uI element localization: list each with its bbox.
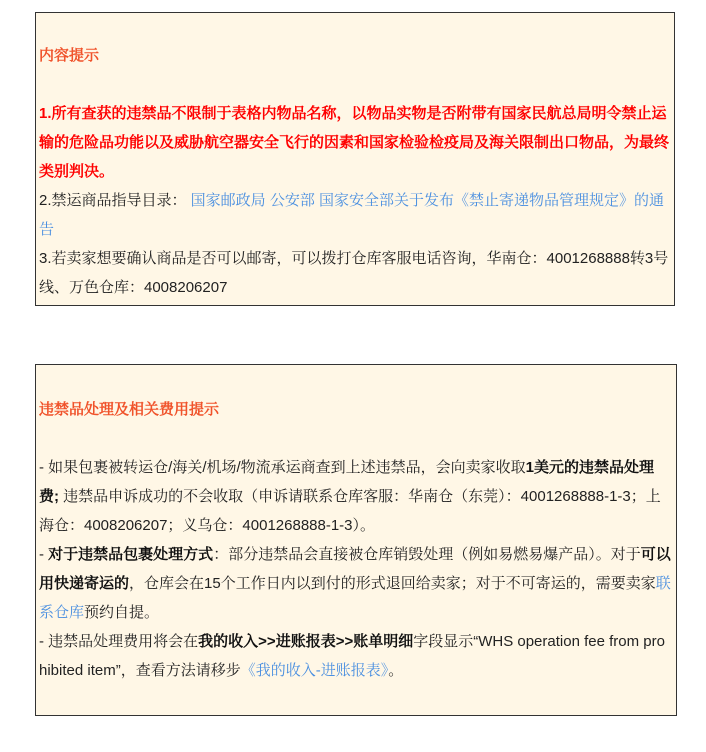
- notice-title: 内容提示: [39, 47, 100, 64]
- notice-item-3: 3.若卖家想要确认商品是否可以邮寄，可以拨打仓库客服电话咨询，华南仓：4001268888转3号线、万色仓库：4008206207: [39, 250, 669, 296]
- fees-paragraph-2: [39, 540, 673, 627]
- text: 违禁品申诉成功的不会收取（申诉请联系仓库客服：华南仓（东莞）：4001268888-1-3；上海仓：4008206207；义乌仓：4001268888-1-3）。: [39, 488, 661, 534]
- notice-item-2-label: 2.禁运商品指导目录：: [39, 192, 187, 209]
- fees-notice-box: [35, 364, 677, 716]
- text: - 违禁品处理费用将会在: [39, 633, 199, 650]
- income-report-link[interactable]: 《我的收入-进账报表》: [240, 662, 389, 679]
- text: 预约自提。: [84, 604, 160, 621]
- text: ，仓库会在15个工作日内以到付的形式退回给卖家；对于不可寄运的，需要卖家: [129, 575, 656, 592]
- content-notice-box: [35, 12, 675, 306]
- bold-text: 可以用快递寄运的: [39, 546, 671, 592]
- text: - 如果包裹被转运仓/海关/机场/物流承运商查到上述违禁品，会向卖家收取: [39, 459, 526, 476]
- text: 。: [388, 662, 404, 679]
- bold-text: 对于违禁品包裹处理方式: [48, 546, 214, 563]
- bold-text: 我的收入>>进账报表>>账单明细: [198, 633, 414, 650]
- fees-paragraph-1: [39, 453, 673, 540]
- text: -: [39, 546, 49, 563]
- notice-item-2: [39, 186, 671, 244]
- fees-paragraph-3: [39, 627, 673, 685]
- prohibited-items-regulation-link[interactable]: 国家邮政局 公安部 国家安全部关于发布《禁止寄递物品管理规定》的通告: [39, 192, 665, 238]
- text: 字段显示“WHS operation fee from prohibited item”，查看方法请移步: [39, 633, 665, 679]
- contact-warehouse-link[interactable]: 联系仓库: [39, 575, 671, 621]
- text: ：部分违禁品会直接被仓库销毁处理（例如易燃易爆产品）。对于: [213, 546, 641, 563]
- notice-item-1: 1.所有查获的违禁品不限制于表格内物品名称，以物品实物是否附带有国家民航总局明令禁止运输的危险品功能以及威胁航空器安全飞行的因素和国家检验检疫局及海关限制出口物品，为最终类别判决。: [39, 105, 670, 180]
- fees-title: 违禁品处理及相关费用提示: [39, 401, 220, 418]
- bold-text: 1美元的违禁品处理费;: [39, 459, 655, 505]
